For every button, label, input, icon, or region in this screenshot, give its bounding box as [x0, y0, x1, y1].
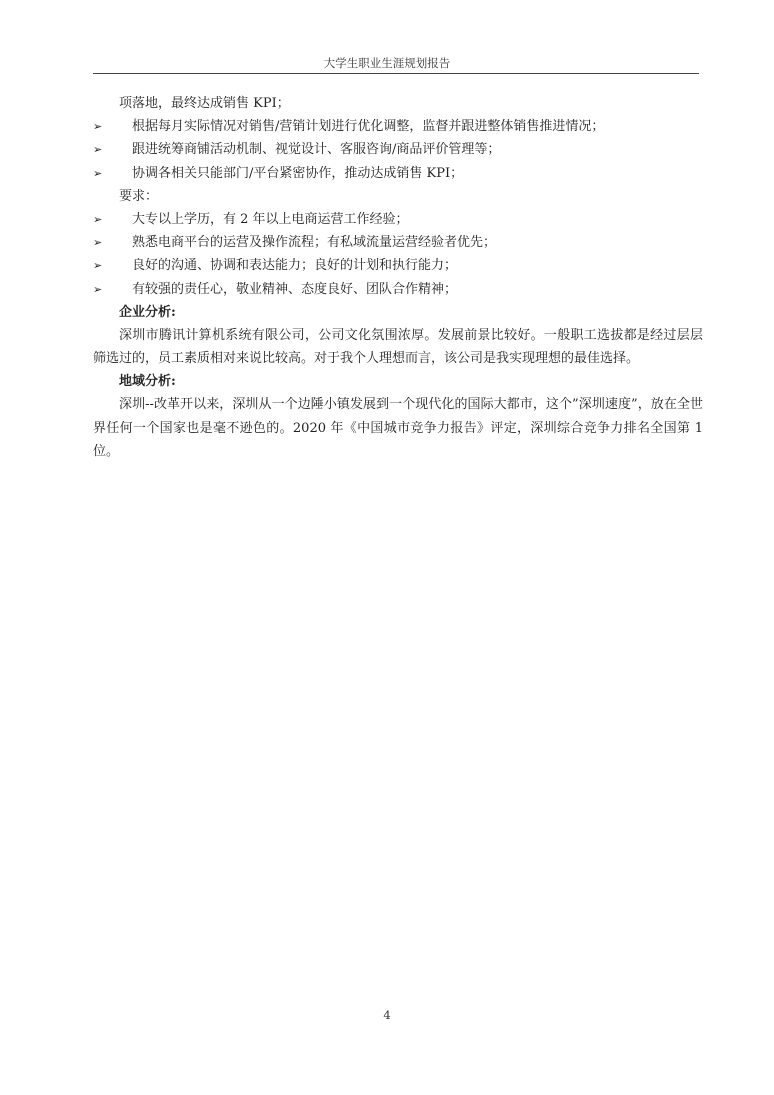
requirement-text: 熟悉电商平台的运营及操作流程；有私域流量运营经验者优先； — [132, 235, 497, 251]
requirement-item-3 — [93, 254, 703, 277]
requirement-item-2 — [93, 231, 703, 254]
duty-text: 协调各相关只能部门/平台紧密协作，推动达成销售 KPI； — [132, 165, 464, 181]
enterprise-paragraph: 深圳市腾讯计算机系统有限公司，公司文化氛围浓厚。发展前景比较好。一般职工选拔都是经过层层筛选过的，员工素质相对来说比较高。对于我个人理想而言，该公司是我实现理想的最佳选择。 — [93, 327, 703, 367]
arrow-bullet-icon: ➢ — [93, 143, 103, 157]
requirement-text: 大专以上学历，有 2 年以上电商运营工作经验； — [132, 211, 409, 227]
arrow-bullet-icon: ➢ — [93, 166, 103, 180]
requirement-item-1 — [93, 208, 703, 231]
page-content — [93, 92, 703, 463]
arrow-bullet-icon: ➢ — [93, 259, 103, 273]
duty-text: 根据每月实际情况对销售/营销计划进行优化调整，监督并跟进整体销售推进情况； — [132, 119, 605, 135]
requirements-label: 要求： — [119, 188, 159, 204]
requirement-item-4 — [93, 278, 703, 301]
header-divider — [93, 73, 699, 74]
duty-item-3 — [93, 162, 703, 185]
duty-item-1 — [93, 115, 703, 138]
duty-item-2 — [93, 138, 703, 161]
arrow-bullet-icon: ➢ — [93, 282, 103, 296]
duty-text: 跟进统筹商铺活动机制、视觉设计、客服咨询/商品评价管理等； — [132, 142, 501, 158]
arrow-bullet-icon: ➢ — [93, 212, 103, 226]
region-heading: 地域分析: — [119, 374, 176, 390]
arrow-bullet-icon: ➢ — [93, 236, 103, 250]
arrow-bullet-icon: ➢ — [93, 120, 103, 134]
lead-line: 项落地，最终达成销售 KPI； — [119, 96, 290, 111]
requirement-text: 良好的沟通、协调和表达能力；良好的计划和执行能力； — [132, 258, 458, 274]
region-paragraph: 深圳--改革开以来，深圳从一个边陲小镇发展到一个现代化的国际大都市，这个”深圳速度”，放在全世界任何一个国家也是毫不逊色的。2020 年《中国城市竞争力报告》评定，深圳综合竞争力排名全国第 1 位。 — [93, 397, 703, 459]
enterprise-heading: 企业分析: — [119, 304, 176, 320]
header-title: 大学生职业生涯规划报告 — [323, 56, 451, 70]
requirement-text: 有较强的责任心，敬业精神、态度良好、团队合作精神； — [132, 281, 458, 297]
page-number: 4 — [383, 1008, 391, 1022]
